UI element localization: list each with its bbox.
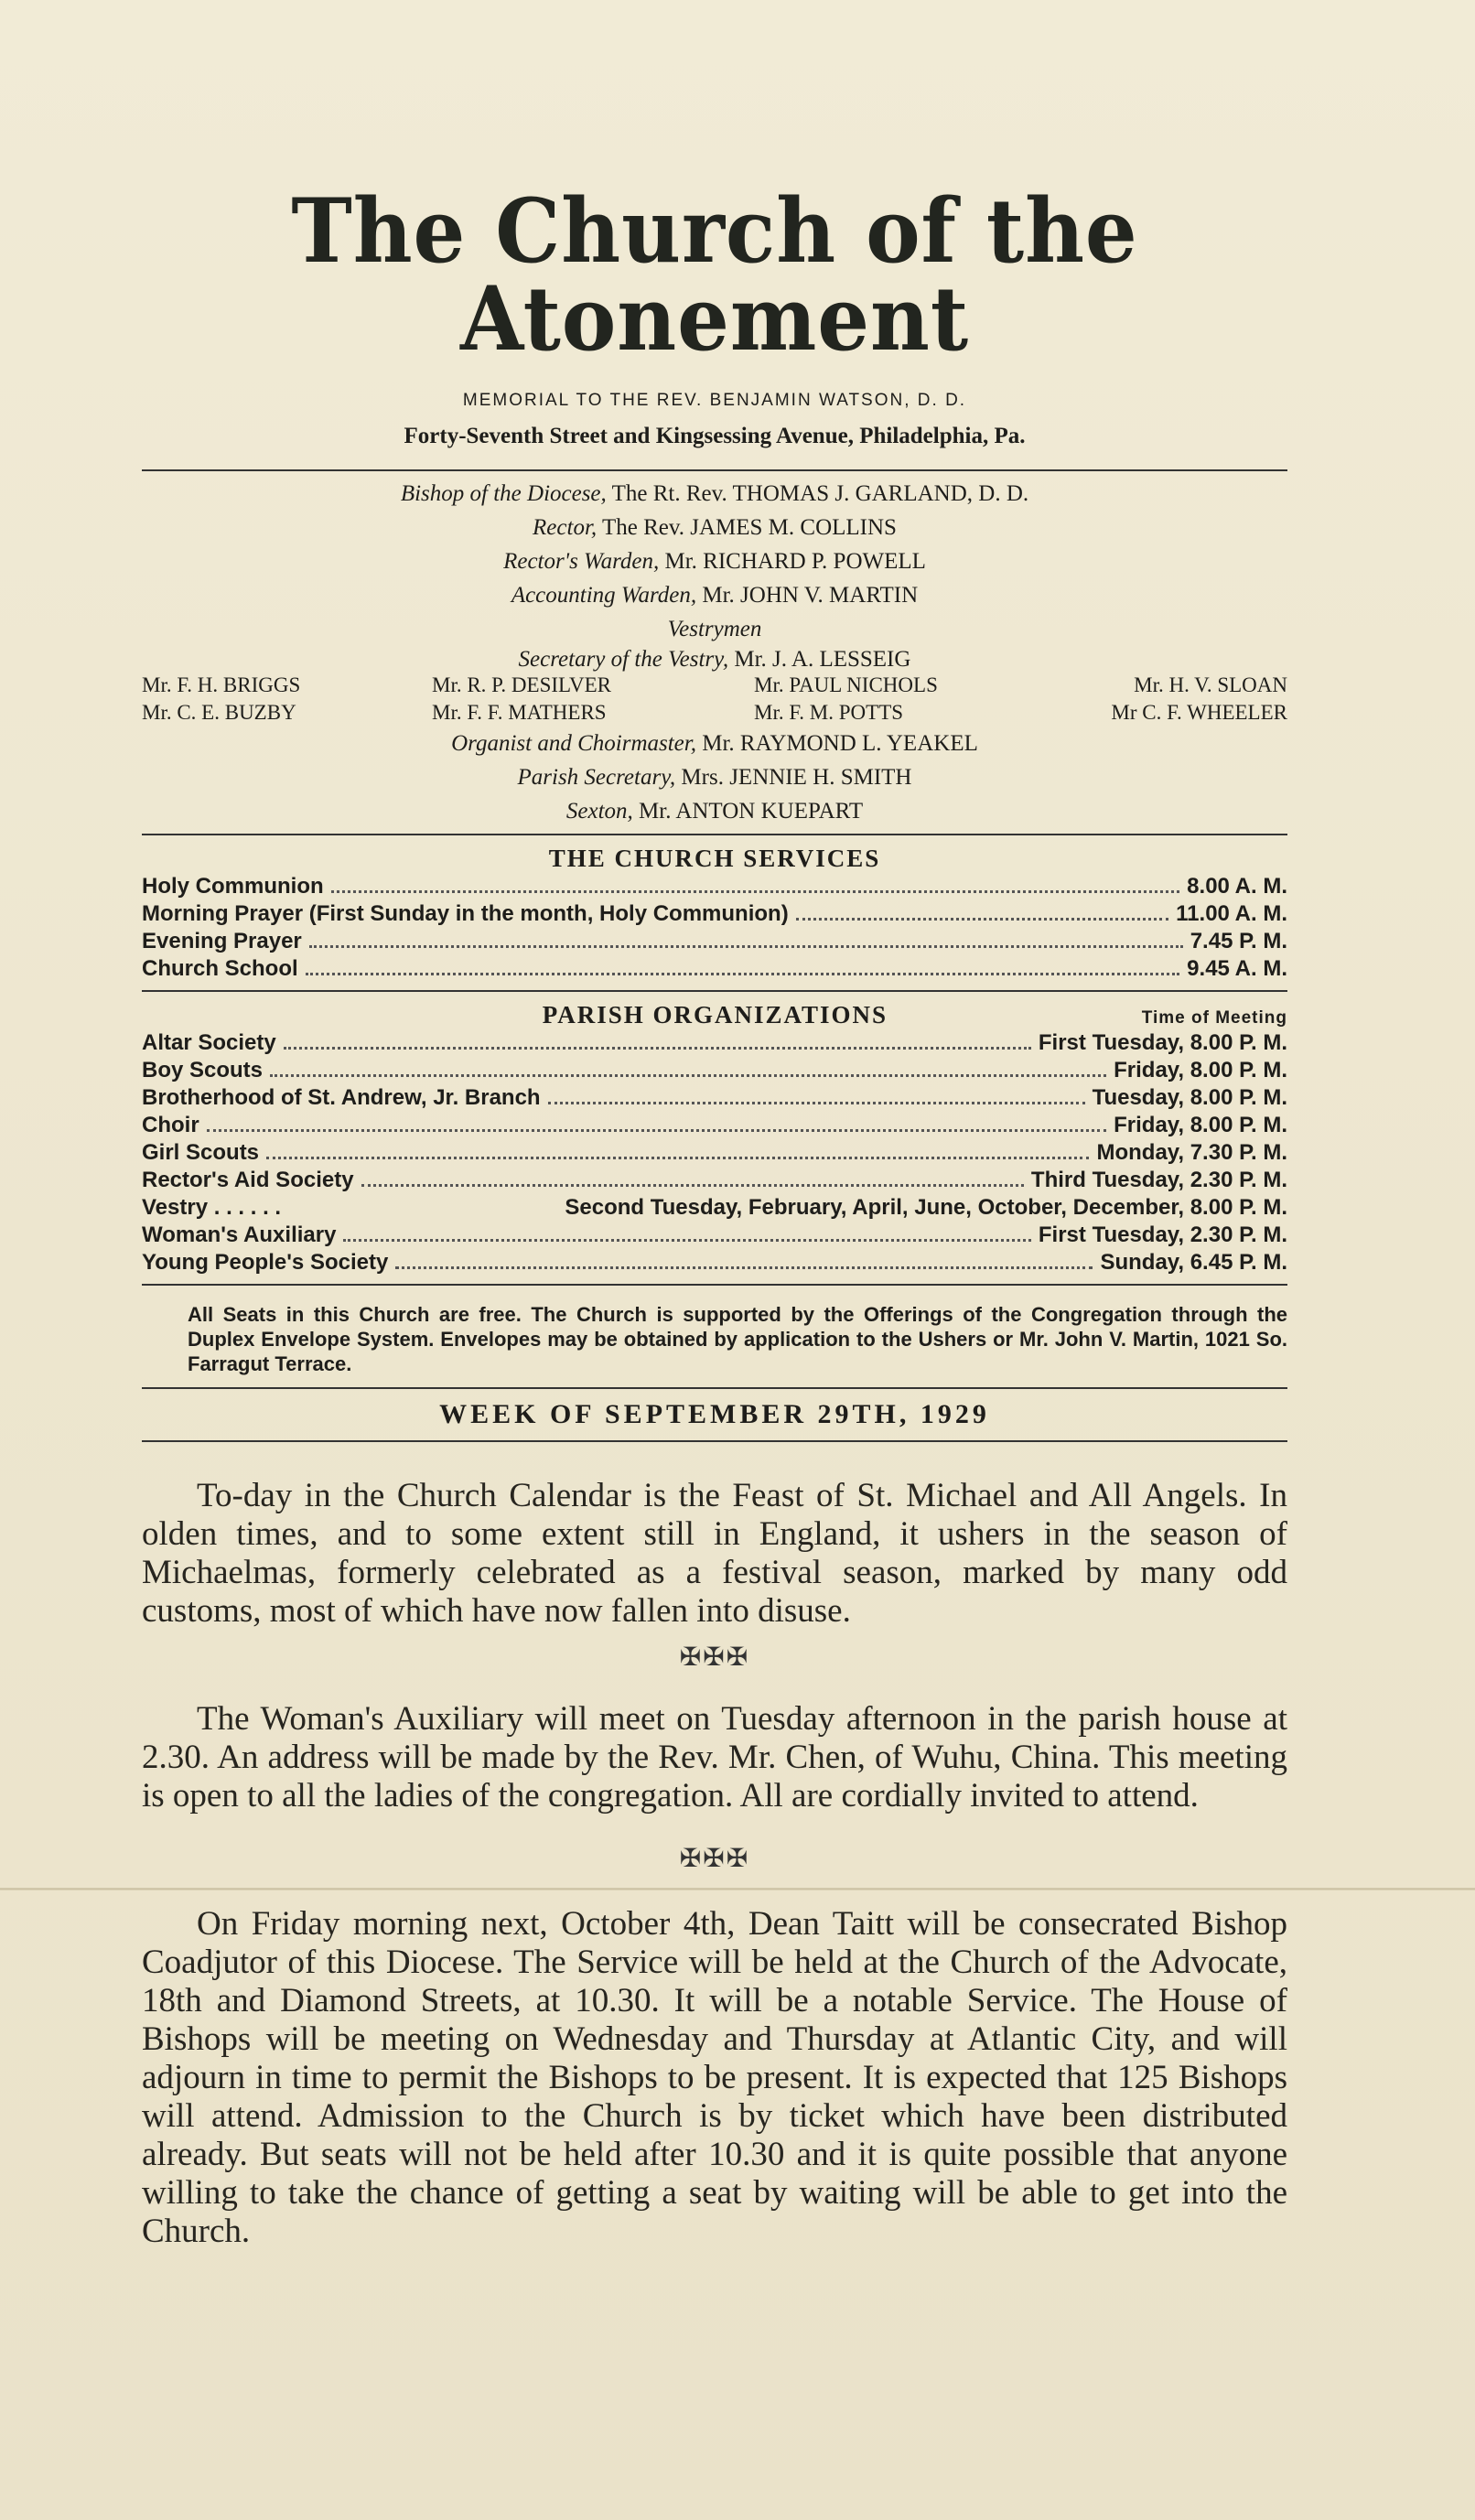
church-title: The Church of the Atonement [291,179,1138,371]
vestryman: Mr. C. E. BUZBY [142,701,296,724]
divider [142,469,1287,471]
vestrymen-grid [142,672,1287,727]
secretary-line: Secretary of the Vestry, Mr. J. A. LESSEIG [518,647,911,672]
divider [142,1284,1287,1286]
paragraph-michaelmas: To-day in the Church Calendar is the Feast of St. Michael and All Angels. In olden times, and to some extent still in England, it ushers in the season of Michaelmas, formerly celebrated as a festival season, marked by many odd customs, most of which have now fallen into disuse. [142,1477,1287,1630]
week-heading: WEEK OF SEPTEMBER 29TH, 1929 [439,1399,990,1429]
time-of-meeting-heading: Time of Meeting [1141,1008,1287,1028]
staff-line: Sexton, Mr. ANTON KUEPART [565,799,864,824]
seats-notice: All Seats in this Church are free. The Church is supported by the Offerings of the Congregation through the Duplex Envelope System. Envelopes may be obtained by application to the Ushers or Mr. John V. Martin, 1021 So. Farragut Terrace. [188,1303,1287,1375]
officer-line: Bishop of the Diocese, The Rt. Rev. THOMAS J. GARLAND, D. D. [400,481,1029,506]
organization-row: Choir Friday, 8.00 P. M. [142,1113,1287,1137]
organization-row: Vestry . . . . . . Second Tuesday, February, April, June, October, December, 8.00 P. M. [142,1195,1287,1220]
officer-line: Accounting Warden, Mr. JOHN V. MARTIN [511,583,919,608]
service-row: Holy Communion 8.00 A. M. [142,874,1287,899]
organization-row: Girl Scouts Monday, 7.30 P. M. [142,1140,1287,1165]
bulletin-content [142,179,1287,2251]
organization-row: Altar Society First Tuesday, 8.00 P. M. [142,1030,1287,1055]
divider [142,834,1287,835]
officer-line: Rector's Warden, Mr. RICHARD P. POWELL [503,549,926,574]
memorial-line: MEMORIAL TO THE REV. BENJAMIN WATSON, D. D. [462,391,967,410]
vestryman: Mr. PAUL NICHOLS [754,673,938,696]
service-row: Church School 9.45 A. M. [142,956,1287,981]
organizations-title: PARISH ORGANIZATIONS [542,1001,888,1028]
paragraph-consecration: On Friday morning next, October 4th, Dean Taitt will be consecrated Bishop Coadjutor of this Diocese. The Service will be held at the Church of the Advocate, 18th and Diamond Streets, at 10.30. It will be a notable Service. The House of Bishops will be meeting on Wednesday and Thursday at Atlantic City, and will adjourn in time to permit the Bishops to be present. It is expected that 125 Bishops will attend. Admission to the Church is by ticket which have been distributed already. But seats will not be held after 10.30 and it is quite possible that anyone willing to take the chance of getting a seat by waiting will be able to get into the Church. [142,1905,1287,2250]
officer-line: Rector, The Rev. JAMES M. COLLINS [533,515,897,540]
service-row: Evening Prayer 7.45 P. M. [142,929,1287,953]
officers-list [142,477,1287,673]
cross-ornament: ✠✠✠ [679,1845,750,1873]
staff-line: Parish Secretary, Mrs. JENNIE H. SMITH [517,765,912,790]
service-row: Morning Prayer (First Sunday in the month, Holy Communion) 11.00 A. M. [142,901,1287,926]
organizations-list [142,1029,1287,1276]
paragraph-womans-auxiliary: The Woman's Auxiliary will meet on Tuesday afternoon in the parish house at 2.30. An address will be made by the Rev. Mr. Chen, of Wuhu, China. This meeting is open to all the ladies of the congregation. All are cordially invited to attend. [142,1700,1287,1815]
vestryman: Mr. F. F. MATHERS [432,701,607,724]
organizations-header [142,1001,1287,1029]
organization-row: Rector's Aid Society Third Tuesday, 2.30 P. M. [142,1168,1287,1192]
vestryman: Mr C. F. WHEELER [1111,701,1287,724]
organization-row: Brotherhood of St. Andrew, Jr. Branch Tuesday, 8.00 P. M. [142,1085,1287,1110]
vestryman: Mr. F. H. BRIGGS [142,673,301,696]
vestryman: Mr. R. P. DESILVER [432,673,611,696]
divider [142,990,1287,992]
divider [142,1440,1287,1442]
organization-row: Woman's Auxiliary First Tuesday, 2.30 P. M. [142,1222,1287,1247]
vestryman: Mr. H. V. SLOAN [1134,673,1287,696]
vestryman: Mr. F. M. POTTS [754,701,904,724]
organization-row: Boy Scouts Friday, 8.00 P. M. [142,1058,1287,1082]
organization-row: Young People's Society Sunday, 6.45 P. M. [142,1250,1287,1275]
cross-ornament: ✠✠✠ [679,1643,750,1672]
vestrymen-heading: Vestrymen [667,617,762,641]
staff-list [142,727,1287,828]
services-title: THE CHURCH SERVICES [548,845,881,872]
services-list [142,873,1287,983]
church-address: Forty-Seventh Street and Kingsessing Avenue, Philadelphia, Pa. [404,424,1026,448]
staff-line: Organist and Choirmaster, Mr. RAYMOND L. YEAKEL [451,731,978,756]
